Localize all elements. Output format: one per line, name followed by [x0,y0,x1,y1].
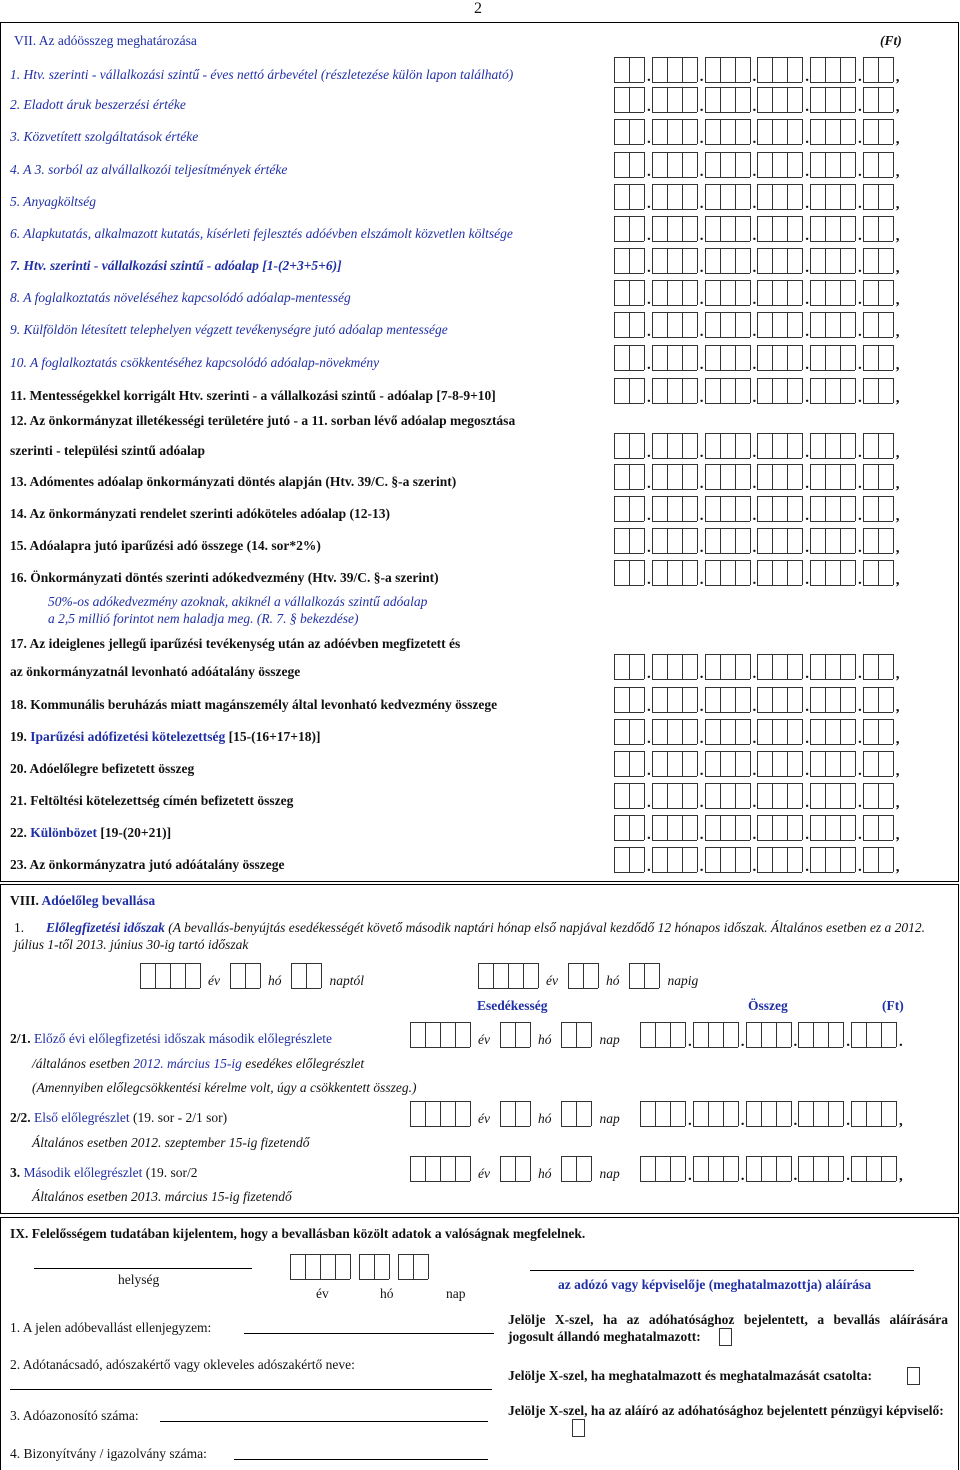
separator: . [752,445,757,461]
row-3-label: 3. Második előlegrészlet (19. sor/2 [10,1165,198,1180]
row-2-2-amount[interactable] [640,1101,904,1127]
separator: . [858,666,862,682]
separator: , [895,763,900,779]
separator: . [688,1113,692,1129]
s7-row-amount[interactable] [614,119,901,145]
separator: , [895,572,900,588]
row-2-1-label: 2/1. Előző évi előlegfizetési időszak második előlegrészlete [10,1031,333,1046]
s7-row-amount[interactable] [614,815,901,841]
s7-row-amount[interactable] [614,528,901,554]
s7-row-amount[interactable] [614,152,901,178]
row-3-due-date[interactable]: év hó nap [410,1156,620,1182]
separator: . [858,324,862,340]
separator: . [858,476,862,492]
separator: . [647,445,651,461]
separator: , [899,1168,903,1184]
separator: , [895,731,900,747]
s7-row-amount[interactable] [614,654,901,680]
separator: . [858,763,862,779]
s7-row-amount[interactable] [614,719,901,745]
separator: . [699,131,704,147]
separator: . [699,666,704,682]
separator: . [858,540,862,556]
separator: . [752,131,757,147]
separator: . [752,699,757,715]
separator: . [805,164,809,180]
separator: . [699,196,704,212]
separator: . [699,508,704,524]
separator: . [805,476,809,492]
s7-row-amount[interactable] [614,87,901,113]
separator: . [858,572,862,588]
separator: . [647,292,651,308]
s7-row-amount[interactable] [614,378,901,404]
separator: . [752,99,757,115]
separator: , [895,324,900,340]
s7-row-amount[interactable] [614,751,901,777]
separator: , [895,445,900,461]
separator: . [793,1168,798,1184]
s7-row-amount[interactable] [614,496,901,522]
separator: , [895,196,900,212]
signature-label: az adózó vagy képviselője (meghatalmazottja) aláírása [558,1277,872,1292]
s7-row-label: 11. Mentességekkel korrigált Htv. szerinti - a vállalkozási szintű - adóalap [7-8-9+10] [10,388,496,403]
separator: . [699,164,704,180]
separator: . [752,69,757,85]
separator: . [699,859,704,875]
row-2-1-sub2: (Amennyiben előlegcsökkentési kérelme volt, úgy a csökkentett összeg.) [32,1080,417,1095]
date-nap-label: nap [446,1286,466,1301]
note-attached-authorization: Jelölje X-szel, ha meghatalmazott és meghatalmazását csatolta: [508,1368,873,1383]
s7-row-label: az önkormányzatnál levonható adóátalány összege [10,664,301,679]
separator: . [752,196,757,212]
separator: . [805,292,809,308]
advisor-name-line[interactable] [10,1389,492,1390]
signature-line[interactable] [530,1270,914,1271]
s7-row-amount[interactable] [614,433,901,459]
separator: . [858,196,862,212]
tax-id-line[interactable] [160,1421,488,1422]
separator: . [699,99,704,115]
separator: . [805,324,809,340]
page-number: 2 [474,0,482,17]
separator: . [647,357,651,373]
separator: , [895,540,900,556]
separator: . [752,357,757,373]
separator: . [647,731,651,747]
separator: , [895,859,900,875]
separator: . [805,795,809,811]
separator: . [647,324,651,340]
s7-row-amount[interactable] [614,184,901,210]
s7-row-label: 17. Az ideiglenes jellegű iparűzési tevékenység után az adóévben megfizetett és [10,636,461,651]
row-2-2-label: 2/2. Első előlegrészlet (19. sor - 2/1 sor) [10,1110,228,1125]
note-permanent-representative: Jelölje X-szel, ha az adóhatósághoz bejelentett, a bevallás aláírására jogosult állandó meghatalmazott: [508,1312,948,1344]
s7-row-label: 13. Adómentes adóalap önkormányzati döntés alapján (Htv. 39/C. §-a szerint) [10,474,457,489]
date-ev-label: év [316,1286,329,1301]
s7-row-label: szerinti - települési szintű adóalap [10,443,205,458]
separator: . [699,699,704,715]
s7-row-label: 21. Feltöltési kötelezettség címén befizetett összeg [10,793,294,808]
separator: . [805,99,809,115]
separator: . [752,260,757,276]
separator: . [858,699,862,715]
place-line[interactable] [34,1268,252,1269]
s7-row-label: 1. Htv. szerinti - vállalkozási szintű - éves nettó árbevétel (részletezése külön lapon található) [10,67,514,82]
separator: , [895,476,900,492]
s7-row-amount[interactable] [614,57,901,83]
s7-row-label: 2. Eladott áruk beszerzési értéke [10,97,186,112]
separator: . [805,445,809,461]
s7-row-amount[interactable] [614,248,901,274]
separator: . [805,196,809,212]
separator: . [846,1113,850,1129]
separator: . [858,827,862,843]
separator: , [895,260,900,276]
separator: . [805,827,809,843]
period-from-date[interactable]: év hó naptól [140,963,364,989]
separator: . [699,357,704,373]
separator: . [858,131,862,147]
separator: . [699,390,704,406]
separator: , [895,69,900,85]
row-2-1-due-date[interactable]: év hó nap [410,1022,620,1048]
separator: . [752,390,757,406]
separator: . [740,1168,745,1184]
row-2-2-due-date[interactable]: év hó nap [410,1101,620,1127]
separator: . [699,827,704,843]
s7-row-label: 23. Az önkormányzatra jutó adóátalány összege [10,857,285,872]
separator: . [688,1168,692,1184]
separator: . [858,292,862,308]
separator: . [752,540,757,556]
separator: . [752,859,757,875]
separator: . [805,131,809,147]
section-viii-title: VIII. Adóelőleg bevallása [10,893,156,908]
note-financial-representative: Jelölje X-szel, ha az aláíró az adóhatósághoz bejelentett pénzügyi képviselő: [508,1403,944,1418]
separator: . [752,292,757,308]
separator: . [805,69,809,85]
separator: . [752,164,757,180]
s7-row-amount[interactable] [614,783,901,809]
s7-row-label: 50%-os adókedvezmény azoknak, akiknél a vállalkozás szintű adóalap [48,594,428,609]
currency-label: (Ft) [880,33,902,48]
separator: , [895,390,900,406]
s7-row-amount[interactable] [614,216,901,242]
separator: . [752,795,757,811]
separator: , [899,1113,903,1129]
separator: . [647,763,651,779]
s7-row-label: 19. Iparűzési adófizetési kötelezettség [15-(16+17+18)] [10,729,321,744]
separator: . [647,508,651,524]
separator: . [858,69,862,85]
s7-row-label: 22. Különbözet [19-(20+21)] [10,825,172,840]
row-2-2-sub: Általános esetben 2012. szeptember 15-ig fizetendő [32,1135,310,1150]
separator: , [895,508,900,524]
separator: . [858,357,862,373]
separator: . [647,99,651,115]
separator: . [858,445,862,461]
separator: . [647,228,651,244]
s7-row-label: 4. A 3. sorból az alvállalkozói teljesítmények értéke [10,162,288,177]
separator: . [647,131,651,147]
separator: , [895,292,900,308]
separator: . [805,228,809,244]
separator: . [858,164,862,180]
s7-row-label: 14. Az önkormányzati rendelet szerinti adóköteles adóalap (12-13) [10,506,390,521]
s7-row-label: 16. Önkormányzati döntés szerinti adókedvezmény (Htv. 39/C. §-a szerint) [10,570,439,585]
s7-row-amount[interactable] [614,280,901,306]
section-vii-title: VII. Az adóösszeg meghatározása [14,33,197,48]
separator: . [752,731,757,747]
s7-row-label: 20. Adóelőlegre befizetett összeg [10,761,195,776]
separator: . [647,390,651,406]
separator: . [647,260,651,276]
separator: . [846,1168,850,1184]
separator: . [752,763,757,779]
separator: , [895,827,900,843]
separator: . [752,572,757,588]
separator: . [858,228,862,244]
row-2-1-amount[interactable] [640,1022,904,1048]
separator: . [805,357,809,373]
separator: . [899,1034,903,1050]
signature-date[interactable] [290,1254,428,1280]
separator: . [699,445,704,461]
separator: . [793,1113,798,1129]
separator: . [688,1034,692,1050]
s7-row-label: 15. Adóalapra jutó iparűzési adó összege (14. sor*2%) [10,538,321,553]
separator: . [699,731,704,747]
separator: , [895,699,900,715]
separator: . [793,1034,798,1050]
separator: . [647,196,651,212]
separator: . [752,324,757,340]
separator: . [647,666,651,682]
separator: . [740,1034,745,1050]
advance-period-desc: 1. Előlegfizetési időszak (A bevallás-benyújtás esedékességét követő második naptári hónap első napjával kezdődő 12 hónapos időszak. Általános esetben ez a 2012. július 1-től 2013. június 30-ig tartó időszak [14,920,925,952]
separator: . [752,666,757,682]
separator: . [805,699,809,715]
separator: . [647,859,651,875]
s7-row-label: 6. Alapkutatás, alkalmazott kutatás, kísérleti fejlesztés adóévben elszámolt közvetlen költsége [10,226,513,241]
separator: . [647,699,651,715]
separator: . [858,859,862,875]
separator: . [647,827,651,843]
separator: . [858,260,862,276]
amount-header: Összeg [748,998,788,1013]
separator: . [858,99,862,115]
separator: . [752,508,757,524]
separator: . [858,508,862,524]
ft-header: (Ft) [882,998,904,1013]
certificate-number-line[interactable] [234,1459,488,1460]
s7-row-label: 9. Külföldön létesített telephelyen végzett tevékenységre jutó adóalap mentessége [10,322,448,337]
separator: . [752,228,757,244]
separator: , [895,228,900,244]
date-ho-label: hó [380,1286,394,1301]
section-ix-title: IX. Felelősségem tudatában kijelentem, hogy a bevallásban közölt adatok a valóságnak megfelelnek. [10,1226,586,1241]
separator: . [699,572,704,588]
separator: , [895,795,900,811]
countersign-line[interactable] [244,1333,494,1334]
s7-row-label: 10. A foglalkoztatás csökkentéséhez kapcsolódó adóalap-növekmény [10,355,380,370]
separator: . [647,69,651,85]
separator: . [805,260,809,276]
place-label: helység [118,1272,160,1287]
s7-row-label: 3. Közvetített szolgáltatások értéke [10,129,199,144]
s7-row-amount[interactable] [614,464,901,490]
separator: . [805,540,809,556]
separator: . [647,476,651,492]
separator: . [846,1034,850,1050]
separator: . [699,69,704,85]
separator: , [895,357,900,373]
certificate-number-label: 4. Bizonyítvány / igazolvány száma: [10,1446,207,1461]
separator: . [647,164,651,180]
checkbox-financial-representative[interactable] [572,1419,585,1437]
checkbox-permanent-representative[interactable] [719,1328,732,1346]
s7-row-amount[interactable] [614,312,901,338]
separator: , [895,131,900,147]
s7-row-label: 7. Htv. szerinti - vállalkozási szintű - adóalap [1-(2+3+5+6)] [10,258,342,273]
tax-id-label: 3. Adóazonosító száma: [10,1408,139,1423]
s7-row-label: a 2,5 millió forintot nem haladja meg. (R. 7. § bekezdése) [48,611,359,626]
separator: . [805,859,809,875]
countersign-label: 1. A jelen adóbevallást ellenjegyzem: [10,1320,212,1335]
separator: . [699,763,704,779]
separator: . [699,540,704,556]
separator: . [699,795,704,811]
due-date-header: Esedékesség [477,998,548,1013]
separator: . [858,731,862,747]
separator: . [647,795,651,811]
separator: . [699,260,704,276]
row-3-sub: Általános esetben 2013. március 15-ig fizetendő [32,1189,292,1204]
s7-row-amount[interactable] [614,847,901,873]
s7-row-label: 8. A foglalkoztatás növeléséhez kapcsolódó adóalap-mentesség [10,290,351,305]
separator: . [805,666,809,682]
row-2-1-sub1: /általános esetben 2012. március 15-ig esedékes előlegrészlet [32,1056,365,1071]
separator: , [895,99,900,115]
s7-row-label: 18. Kommunális beruházás miatt magánszemély által levonható kedvezmény összege [10,697,498,712]
separator: . [805,508,809,524]
s7-row-label: 12. Az önkormányzat illetékességi területére jutó - a 11. sorban lévő adóalap megosztása [10,413,516,428]
separator: . [699,292,704,308]
separator: . [699,476,704,492]
separator: . [805,731,809,747]
separator: , [895,164,900,180]
separator: . [858,390,862,406]
row-3-amount[interactable] [640,1156,904,1182]
separator: . [805,390,809,406]
separator: . [647,572,651,588]
s7-row-amount[interactable] [614,345,901,371]
s7-row-amount[interactable] [614,687,901,713]
separator: . [752,476,757,492]
separator: . [699,324,704,340]
advisor-name-label: 2. Adótanácsadó, adószakértő vagy okleveles adószakértő neve: [10,1357,355,1372]
s7-row-label: 5. Anyagköltség [10,194,96,209]
separator: . [858,795,862,811]
separator: . [752,827,757,843]
s7-row-amount[interactable] [614,560,901,586]
separator: . [805,763,809,779]
separator: . [647,540,651,556]
period-to-date[interactable]: év hó napig [478,963,698,989]
separator: , [895,666,900,682]
separator: . [740,1113,745,1129]
separator: . [699,228,704,244]
separator: . [805,572,809,588]
checkbox-attached-authorization[interactable] [907,1367,920,1385]
year-boxes [140,963,200,989]
